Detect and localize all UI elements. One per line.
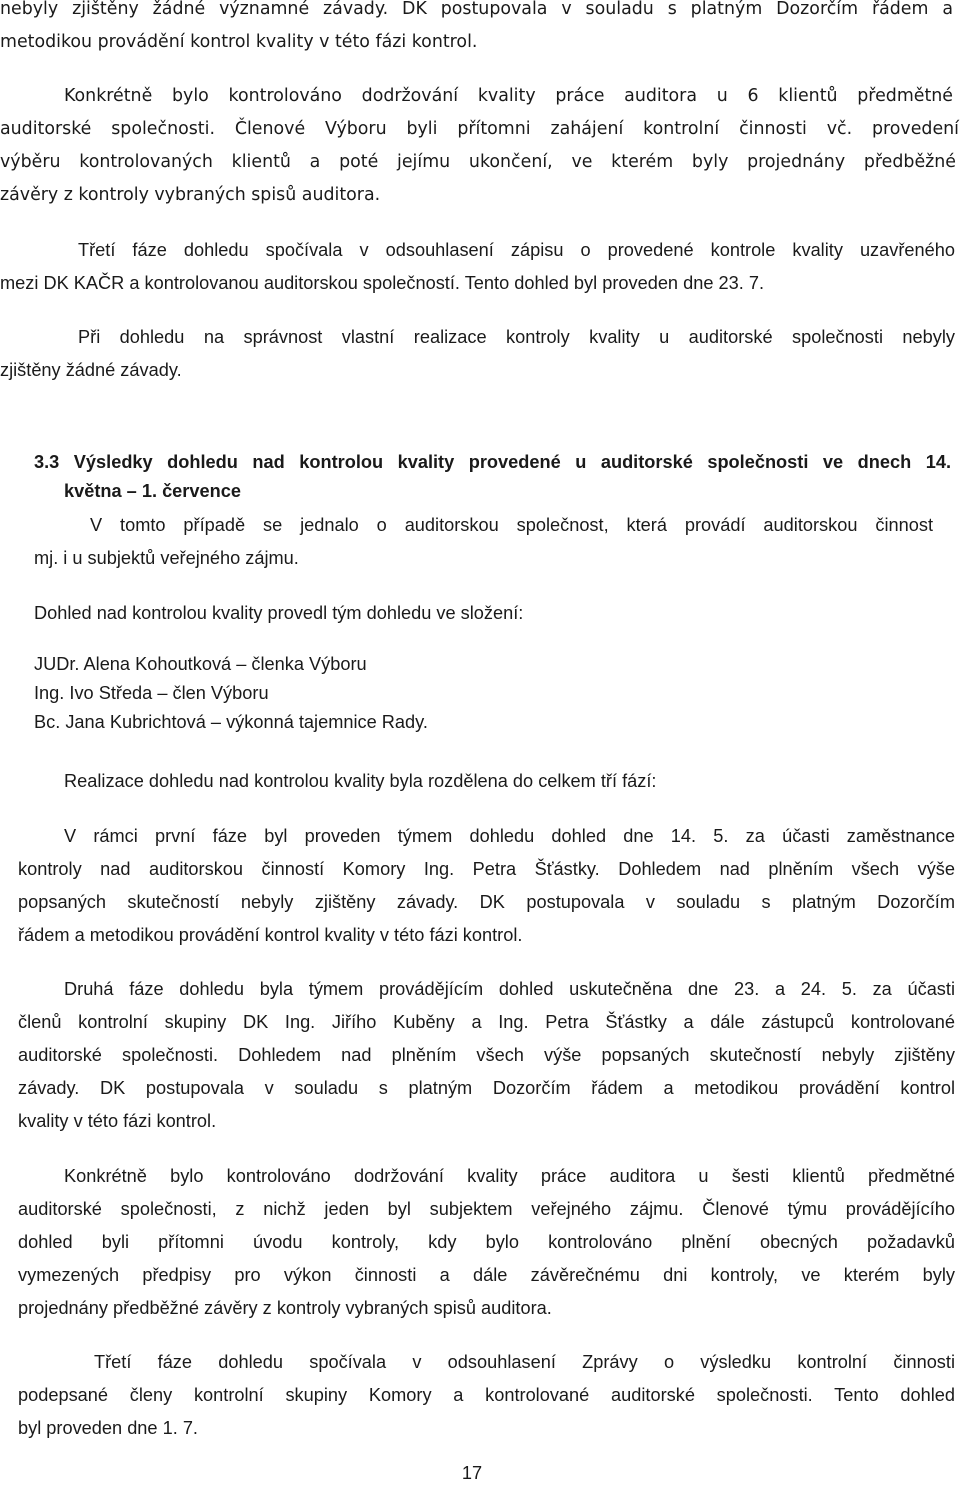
- paragraph-line: vymezených předpisy pro výkon činnosti a dále závěrečnému dni kontroly, ve kterém byly: [18, 1265, 955, 1285]
- paragraph-line: Konkrétně bylo kontrolováno dodržování kvality práce auditora u 6 klientů předmětné: [64, 86, 953, 106]
- page-number: 17: [461, 1463, 483, 1483]
- paragraph-line: zjištěny žádné závady.: [0, 360, 182, 380]
- paragraph-line: řádem a metodikou provádění kontrol kvality v této fázi kontrol.: [18, 925, 523, 945]
- paragraph-line: podepsané členy kontrolní skupiny Komory a kontrolované auditorské společnosti. Tento dohled: [18, 1385, 955, 1405]
- team-member: Ing. Ivo Středa – člen Výboru: [34, 683, 269, 703]
- paragraph-line: metodikou provádění kontrol kvality v této fázi kontrol.: [0, 32, 478, 52]
- paragraph-line: Dohled nad kontrolou kvality provedl tým dohledu ve složení:: [34, 603, 524, 623]
- section-heading: května – 1. července: [64, 481, 241, 501]
- paragraph-line: kontroly nad auditorskou činností Komory Ing. Petra Šťástky. Dohledem nad plněním všech výše: [18, 859, 955, 879]
- paragraph-line: V rámci první fáze byl proveden týmem dohledu dohled dne 14. 5. za účasti zaměstnance: [64, 826, 955, 846]
- paragraph-line: nebyly zjištěny žádné významné závady. DK postupovala v souladu s platným Dozorčím řádem a: [0, 0, 953, 19]
- paragraph-line: dohled byli přítomni úvodu kontroly, kdy bylo kontrolováno plnění obecných požadavků: [18, 1232, 955, 1252]
- team-member: JUDr. Alena Kohoutková – členka Výboru: [34, 654, 367, 674]
- paragraph-line: auditorské společnosti, z nichž jeden byl subjektem veřejného zájmu. Členové týmu provádějícího: [18, 1199, 955, 1219]
- paragraph-line: popsaných skutečností nebyly zjištěny závady. DK postupovala v souladu s platným Dozorčím: [18, 892, 955, 912]
- paragraph-line: projednány předběžné závěry z kontroly vybraných spisů auditora.: [18, 1298, 552, 1318]
- paragraph-line: Třetí fáze dohledu spočívala v odsouhlasení Zprávy o výsledku kontrolní činnosti: [94, 1352, 955, 1372]
- paragraph-line: Třetí fáze dohledu spočívala v odsouhlasení zápisu o provedené kontrole kvality uzavřeného: [78, 240, 955, 260]
- team-member: Bc. Jana Kubrichtová – výkonná tajemnice Rady.: [34, 712, 428, 732]
- paragraph-line: auditorské společnosti. Dohledem nad plněním všech výše popsaných skutečností nebyly zjištěny: [18, 1045, 955, 1065]
- paragraph-line: V tomto případě se jednalo o auditorskou společnost, která provádí auditorskou činnost: [90, 515, 933, 535]
- paragraph-line: Realizace dohledu nad kontrolou kvality byla rozdělena do celkem tří fází:: [64, 771, 657, 791]
- paragraph-line: Při dohledu na správnost vlastní realizace kontroly kvality u auditorské společnosti nebyly: [78, 327, 955, 347]
- paragraph-line: závady. DK postupovala v souladu s platným Dozorčím řádem a metodikou provádění kontrol: [18, 1078, 955, 1098]
- paragraph-line: byl proveden dne 1. 7.: [18, 1418, 198, 1438]
- paragraph-line: kvality v této fázi kontrol.: [18, 1111, 217, 1131]
- paragraph-line: členů kontrolní skupiny DK Ing. Jiřího Kuběny a Ing. Petra Šťástky a dále zástupců kontrolované: [18, 1012, 955, 1032]
- paragraph-line: mj. i u subjektů veřejného zájmu.: [34, 548, 299, 568]
- paragraph-line: Druhá fáze dohledu byla týmem provádějícím dohled uskutečněna dne 23. a 24. 5. za účasti: [64, 979, 955, 999]
- paragraph-line: mezi DK KAČR a kontrolovanou auditorskou společností. Tento dohled byl proveden dne 23. 7.: [0, 273, 765, 293]
- paragraph-line: auditorské společnosti. Členové Výboru byli přítomni zahájení kontrolní činnosti vč. provedení: [0, 119, 959, 139]
- section-heading: 3.3 Výsledky dohledu nad kontrolou kvality provedené u auditorské společnosti ve dnech 14.: [34, 452, 951, 472]
- paragraph-line: závěry z kontroly vybraných spisů auditora.: [0, 185, 381, 205]
- paragraph-line: Konkrétně bylo kontrolováno dodržování kvality práce auditora u šesti klientů předmětné: [64, 1166, 955, 1186]
- paragraph-line: výběru kontrolovaných klientů a poté jejímu ukončení, ve kterém byly projednány předběžné: [0, 152, 956, 172]
